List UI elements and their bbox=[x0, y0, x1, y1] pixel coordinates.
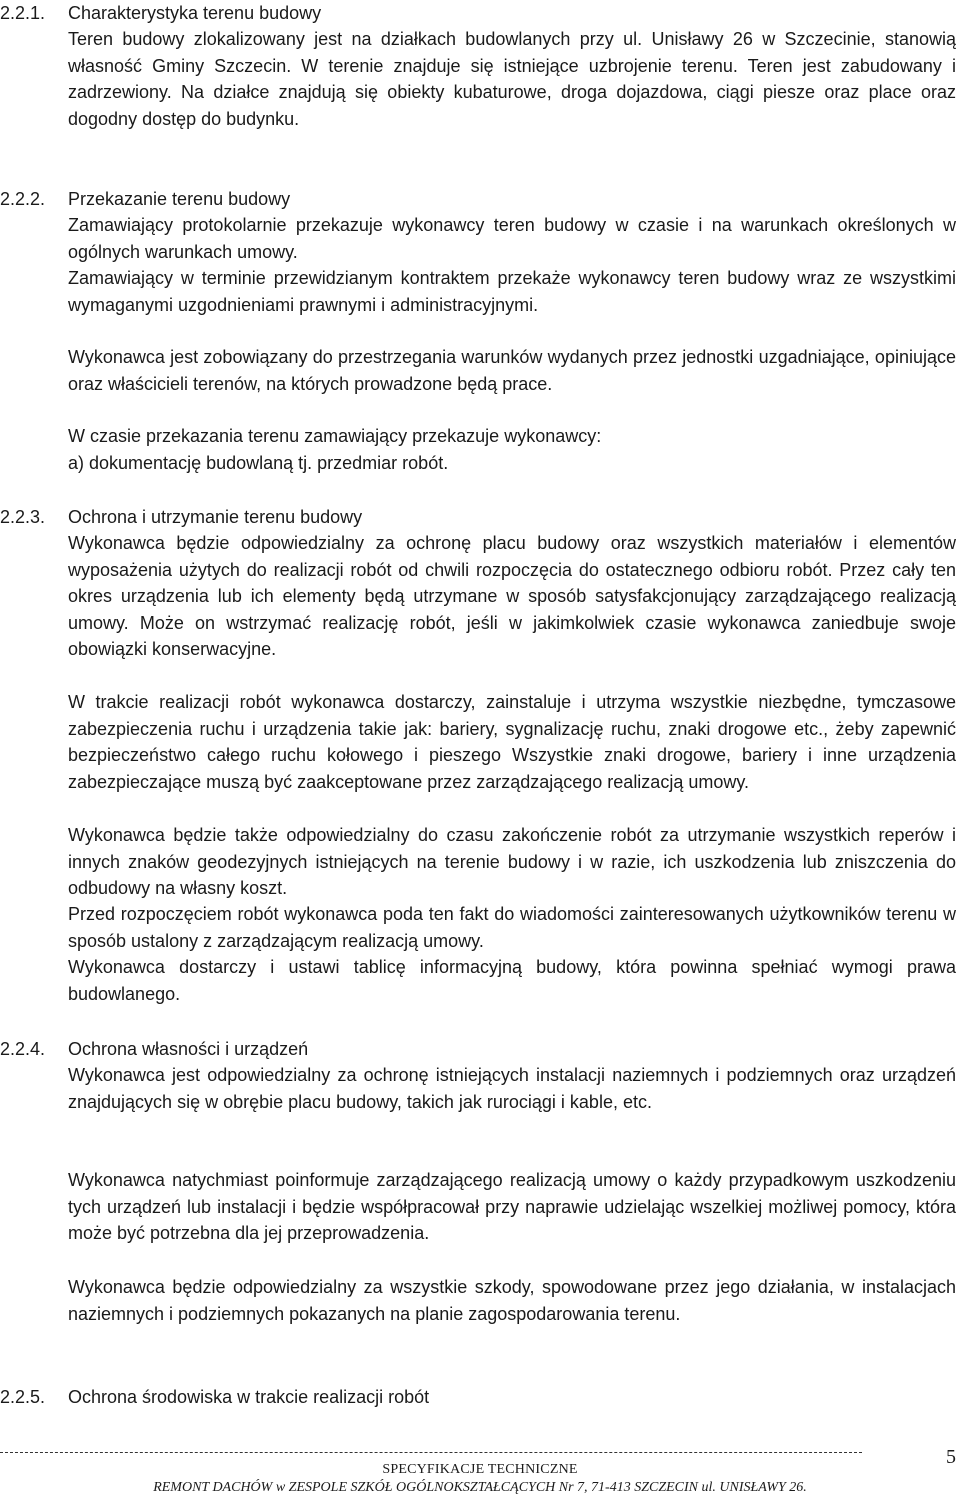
section-heading: Przekazanie terenu budowy bbox=[68, 189, 291, 209]
section-heading: Ochrona własności i urządzeń bbox=[68, 1039, 309, 1059]
paragraph: W trakcie realizacji robót wykonawca dostarczy, zainstaluje i utrzyma wszystkie niezbędne, tymczasowe zabezpieczenia ruchu i urządzenia takie jak: bariery, sygnalizację ruchu, znaki drogowe etc., żeby zapewnić bezpieczeństwo całego ruchu kołowego i pieszego Wszystkie znaki drogowe, bariery i inne urządzenia zabezpieczające muszą być zaakceptowane przez zarządzającego realizacją umowy. bbox=[68, 692, 956, 792]
footer-title: SPECYFIKACJE TECHNICZNE bbox=[382, 1462, 578, 1477]
paragraph: Wykonawca jest odpowiedzialny za ochronę istniejących instalacji naziemnych i podziemnych oraz urządzeń znajdujących się w obrębie placu budowy, takich jak rurociągi i kable, etc. bbox=[68, 1065, 956, 1112]
section-heading: Ochrona i utrzymanie terenu budowy bbox=[68, 507, 363, 527]
paragraph: Wykonawca natychmiast poinformuje zarządzającego realizacją umowy o każdy przypadkowym uszkodzeniu tych urządzeń lub instalacji i będzie współpracował przy naprawie udzielając wszelkiej możliwej pomocy, która może być potrzebna dla jej przeprowadzenia. bbox=[68, 1170, 956, 1243]
paragraph: Zamawiający w terminie przewidzianym kontraktem przekaże wykonawcy teren budowy wraz ze wszystkimi wymaganymi uzgodnieniami prawnymi i administracyjnymi. bbox=[68, 268, 956, 315]
footer-divider bbox=[0, 1452, 862, 1454]
section-number: 2.2.2. bbox=[0, 189, 46, 209]
paragraph: W czasie przekazania terenu zamawiający przekazuje wykonawcy: bbox=[68, 426, 602, 446]
footer-subtitle: REMONT DACHÓW w ZESPOLE SZKÓŁ OGÓLNOKSZTAŁCĄCYCH Nr 7, 71-413 SZCZECIN ul. UNISŁAWY 26. bbox=[153, 1480, 807, 1495]
paragraph: Wykonawca będzie także odpowiedzialny do czasu zakończenie robót za utrzymanie wszystkich reperów i innych znaków geodezyjnych istniejących na terenie budowy i w razie, ich uszkodzenia lub zniszczenia do odbudowy na własny koszt. bbox=[68, 825, 956, 898]
section-heading: Charakterystyka terenu budowy bbox=[68, 3, 322, 23]
paragraph: Teren budowy zlokalizowany jest na działkach budowlanych przy ul. Unisławy 26 w Szczecinie, stanowią własność Gminy Szczecin. W terenie znajduje się istniejące uzbrojenie terenu. Teren jest zabudowany i zadrzewiony. Na działce znajdują się obiekty kubaturowe, droga dojazdowa, ciągi piesze oraz place oraz dogodny dostęp do budynku. bbox=[68, 29, 956, 129]
section-heading: Ochrona środowiska w trakcie realizacji robót bbox=[68, 1387, 430, 1407]
section-number: 2.2.4. bbox=[0, 1039, 46, 1059]
section-number: 2.2.3. bbox=[0, 507, 46, 527]
paragraph: Wykonawca dostarczy i ustawi tablicę informacyjną budowy, która powinna spełniać wymogi prawa budowlanego. bbox=[68, 957, 956, 1004]
page-number: 5 bbox=[946, 1446, 956, 1468]
paragraph: Zamawiający protokolarnie przekazuje wykonawcy teren budowy w czasie i na warunkach określonych w ogólnych warunkach umowy. bbox=[68, 215, 956, 262]
paragraph: Wykonawca będzie odpowiedzialny za ochronę placu budowy oraz wszystkich materiałów i elementów wyposażenia użytych do realizacji robót od chwili rozpoczęcia do ostatecznego odbioru robót. Przez cały ten okres urządzenia lub ich elementy będą utrzymane w sposób satysfakcjonujący zarządzającego realizacją umowy. Może on wstrzymać realizację robót, jeśli w jakimkolwiek czasie wykonawca zaniedbuje swoje obowiązki konserwacyjne. bbox=[68, 533, 956, 659]
section-number: 2.2.5. bbox=[0, 1387, 46, 1407]
section-number: 2.2.1. bbox=[0, 3, 46, 23]
paragraph: Wykonawca będzie odpowiedzialny za wszystkie szkody, spowodowane przez jego działania, w instalacjach naziemnych i podziemnych pokazanych na planie zagospodarowania terenu. bbox=[68, 1277, 956, 1324]
list-item: a) dokumentację budowlaną tj. przedmiar robót. bbox=[68, 453, 449, 473]
paragraph: Przed rozpoczęciem robót wykonawca poda ten fakt do wiadomości zainteresowanych użytkowników terenu w sposób ustalony z zarządzającym realizacją umowy. bbox=[68, 904, 956, 951]
paragraph: Wykonawca jest zobowiązany do przestrzegania warunków wydanych przez jednostki uzgadniające, opiniujące oraz właścicieli terenów, na których prowadzone będą prace. bbox=[68, 347, 956, 394]
